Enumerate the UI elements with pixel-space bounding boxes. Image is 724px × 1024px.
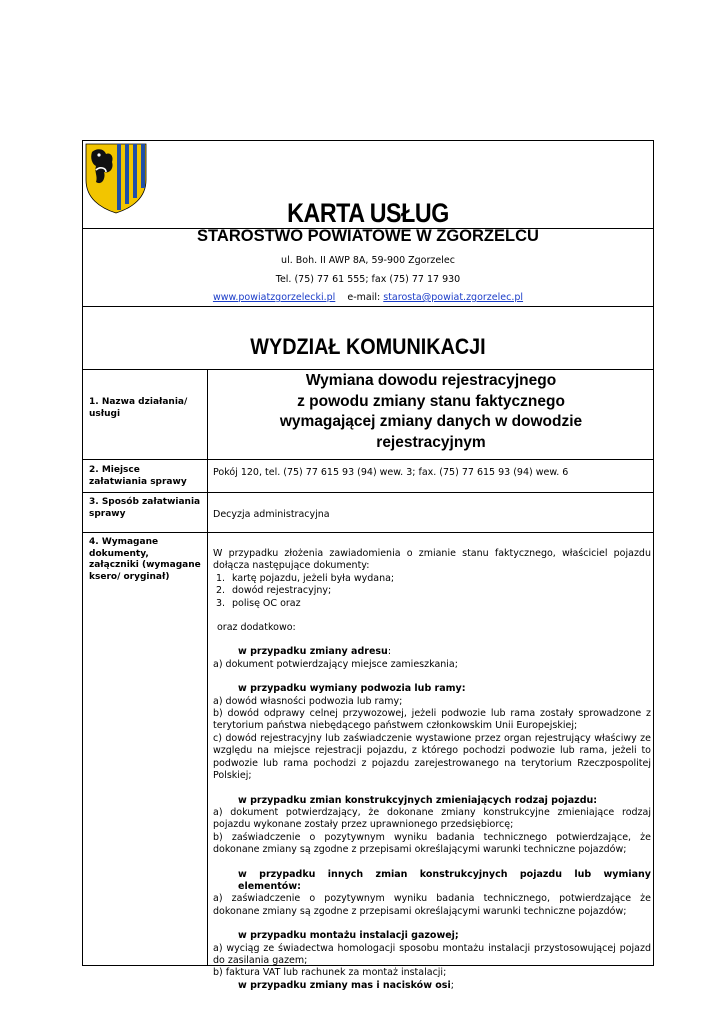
service-name-line: wymagającej zmiany danych w dowodzie	[279, 413, 583, 430]
divider	[83, 492, 653, 493]
section-item: c) dowód rejestracyjny lub zaświadczenie wystawione przez organ rejestrujący właściwy ze względu na miejsce rejestracji pojazdu, z którego pochodzi podwozie lub rama, jeżeli to podwozie lub rama pochodzi z pojazdu zarejestrowanego na terytorium Rzeczpospolitej Polskiej;	[213, 732, 651, 782]
section-heading: w przypadku zmiany mas i nacisków osi;	[238, 979, 454, 991]
office-address: ul. Boh. II AWP 8A, 59-900 Zgorzelec	[281, 255, 455, 266]
department-title: WYDZIAŁ KOMUNIKACJI	[250, 334, 486, 359]
documents-intro: W przypadku złożenia zawiadomienia o zmianie stanu faktycznego, właściciel pojazdu dołącza następujące dokumenty:	[213, 548, 651, 572]
service-card-table	[82, 140, 654, 991]
section-item: a) dokument potwierdzający miejsce zamieszkania;	[213, 658, 458, 670]
list-item	[213, 573, 651, 585]
service-name-line: Wymiana dowodu rejestracyjnego	[305, 372, 557, 389]
section-heading: w przypadku innych zmian konstrukcyjnych pojazdu lub wymiany elementów:	[238, 868, 651, 892]
section-heading: w przypadku zmian konstrukcyjnych zmieniających rodzaj pojazdu:	[238, 794, 598, 806]
method-value: Decyzja administracyjna	[213, 509, 330, 520]
divider	[83, 532, 653, 533]
list-text: kartę pojazdu, jeżeli była wydana;	[232, 572, 395, 584]
section-item: b) faktura VAT lub rachunek za montaż instalacji;	[213, 967, 447, 979]
page-title: KARTA USŁUG	[287, 198, 449, 228]
divider	[83, 369, 653, 370]
list-item	[213, 598, 651, 610]
service-name-line: z powodu zmiany stanu faktycznego	[297, 392, 565, 410]
divider	[83, 306, 653, 307]
section-item: a) zaświadczenie o pozytywnym wyniku badania technicznego, potwierdzające że dokonane zmiany są zgodne z przepisami określającymi warunki techniczne pojazdów;	[213, 893, 651, 917]
email-link[interactable]: starosta@powiat.zgorzelec.pl	[383, 292, 524, 303]
section-heading: w przypadku wymiany podwozia lub ramy:	[238, 683, 466, 695]
section-item: a) dokument potwierdzający, że dokonane zmiany konstrukcyjne zmieniające rodzaj pojazdu wykonane zostały przez uprawnionego przedsiębiorcę;	[213, 806, 651, 831]
row-label-service-name: 1. Nazwa działania/ usługi	[89, 397, 188, 419]
section-heading: w przypadku zmiany adresu:	[238, 646, 392, 658]
row-label-method: 3. Sposób załatwiania sprawy	[89, 497, 201, 519]
section-item: b) dowód odprawy celnej przywozowej, jeżeli podwozie lub rama zostały sprowadzone z terytorium państwa niebędącego państwem członkowskim Unii Europejskiej;	[213, 708, 651, 732]
list-number: 1.	[216, 572, 226, 584]
list-number: 3.	[216, 597, 226, 609]
website-link[interactable]: www.powiatzgorzelecki.pl	[212, 292, 336, 303]
section-item: b) zaświadczenie o pozytywnym wyniku badania technicznego potwierdzające, że dokonane zmiany są zgodne z przepisami określającymi warunki techniczne pojazdów;	[213, 831, 651, 856]
section-heading: w przypadku montażu instalacji gazowej;	[238, 930, 459, 942]
row-label-documents: 4. Wymagane dokumenty, załączniki (wymagane ksero/ oryginał)	[89, 537, 201, 582]
list-number: 2.	[216, 585, 226, 597]
service-name-line: rejestracyjnym	[376, 433, 486, 451]
list-text: polisę OC oraz	[232, 597, 301, 609]
section-item: a) dowód własności podwozia lub ramy;	[213, 695, 403, 707]
row-label-place: 2. Miejsce załatwiania sprawy	[89, 465, 187, 487]
documents-content	[213, 548, 651, 992]
list-text: dowód rejestracyjny;	[232, 585, 332, 597]
office-name: STAROSTWO POWIATOWE W ZGORZELCU	[197, 227, 539, 245]
office-phone: Tel. (75) 77 61 555; fax (75) 77 17 930	[275, 274, 461, 285]
contact-line	[83, 292, 653, 303]
list-item	[213, 585, 651, 597]
section-item: a) wyciąg ze świadectwa homologacji sposobu montażu instalacji przystosowującej pojazd do zasilania gazem;	[213, 942, 651, 966]
place-value: Pokój 120, tel. (75) 77 615 93 (94) wew. 3; fax. (75) 77 615 93 (94) wew. 6	[213, 467, 569, 478]
additional-label: oraz dodatkowo:	[217, 622, 296, 634]
service-name	[209, 371, 653, 453]
divider	[83, 459, 653, 460]
email-label: e-mail:	[347, 292, 381, 303]
divider	[83, 228, 653, 229]
